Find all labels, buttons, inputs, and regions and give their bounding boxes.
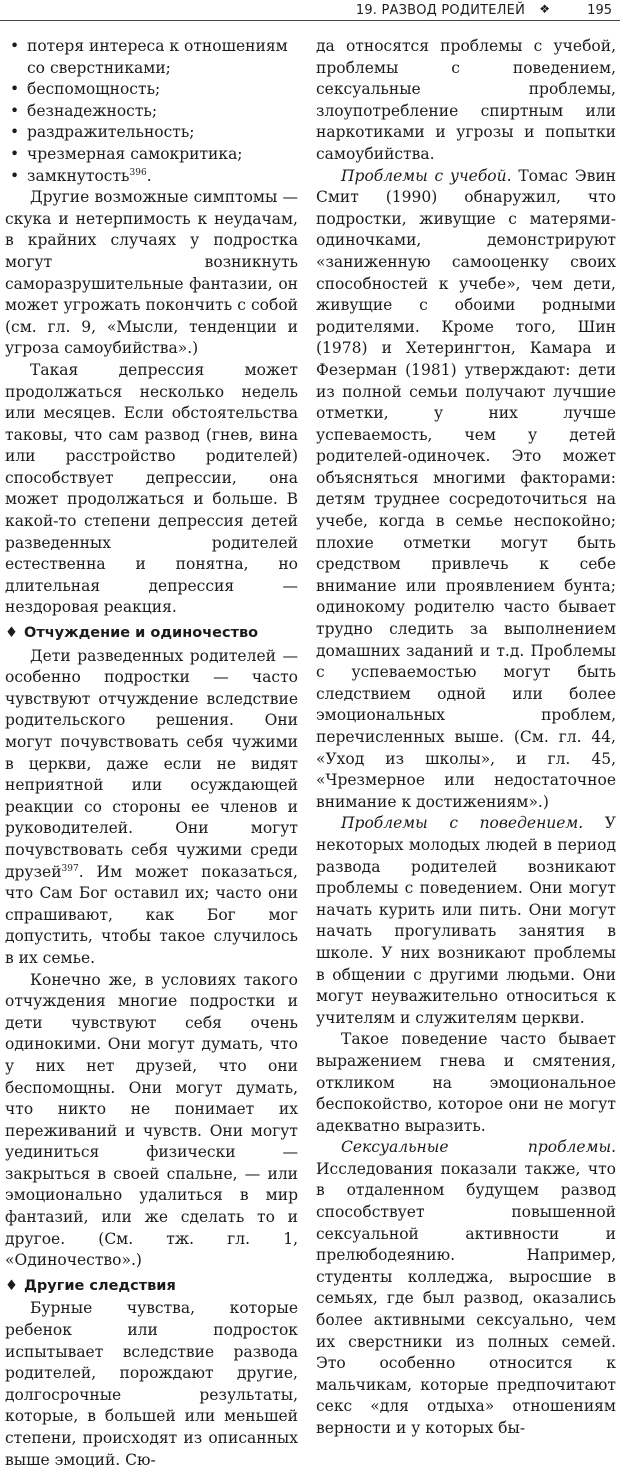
bullet-icon: •	[10, 123, 20, 142]
ornament-icon: ❖	[539, 2, 550, 16]
footnote-ref: 397	[61, 863, 79, 874]
paragraph: Другие возможные симптомы — скука и нетерпимость к неудачам, в крайних случаях у подростка могут возникнуть саморазрушительные фантазии, он может угрожать покончить с собой (см. гл. 9, «Мысли, тенденции и угроза самоубийства».)	[5, 188, 298, 358]
paragraph: Такая депрессия может продолжаться несколько недель или месяцев. Если обстоятельства таковы, что сам развод (гнев, вина или расстройство родителей) способствует депрессии, она может продолжаться и больше. В какой-то степени депрессия детей разведенных родителей естественна и понятна, но длительная депрессия — нездоровая реакция.	[5, 360, 298, 617]
run-in-heading: Проблемы с поведением.	[341, 814, 584, 833]
footnote-ref: 396	[129, 167, 147, 178]
paragraph: да относятся проблемы с учебой, проблемы с поведением, сексуальные проблемы, злоупотребление спиртным или наркотиками и угрозы и попытки самоубийства.	[316, 37, 616, 163]
header-rule	[0, 20, 620, 21]
list-item: • потеря интереса к отношениям со сверстниками;	[10, 37, 288, 77]
paragraph: Проблемы с учебой. Томас Эвин Смит (1990) обнаружил, что подростки, живущие с матерями-одиночками, демонстрируют «заниженную самооценку своих способностей к учебе», чем дети, живущие с обоими родными родителями. Кроме того, Шин (1978) и Хетерингтон, Камара и Фезерман (1981) утверждают: дети из полной семьи получают лучшие отметки, у них лучше успеваемость, чем у детей родителей-одиночек. Это может объясняться многими факторами: детям труднее сосредоточиться на учебе, когда в семье неспокойно; плохие отметки могут быть средством привлечь к себе внимание или проявлением бунта; одинокому родителю часто бывает трудно следить за выполнением домашних заданий и т.д. Проблемы с успеваемостью могут быть следствием одной или более эмоциональных проблем, перечисленных выше. (См. гл. 44, «Уход из школы», и гл. 45, «Чрезмерное или недостаточное внимание к достижениям».)	[316, 166, 617, 811]
run-in-heading: Проблемы с учебой.	[341, 166, 512, 185]
run-in-heading: Сексуальные проблемы.	[341, 1138, 616, 1157]
paragraph: Бурные чувства, которые ребенок или подросток испытывает вследствие развода родителей, порождают другие, долгосрочные результаты, которые, в большей или меньшей степени, происходят из описанных выше эмоций. Сю-	[5, 1299, 298, 1469]
diamond-icon: ♦	[5, 1277, 18, 1294]
bullet-icon: •	[10, 37, 20, 55]
left-column	[5, 36, 298, 1469]
list-item: • безнадежность;	[5, 101, 298, 123]
bullet-icon: •	[10, 80, 20, 99]
diamond-icon: ♦	[5, 625, 18, 642]
list-item: • беспомощность;	[5, 79, 298, 101]
bullet-icon: •	[10, 101, 20, 120]
paragraph: Проблемы с поведением. У некоторых молодых людей в период развода родителей возникают проблемы с поведением. Они могут начать курить или пить. Они могут начать прогуливать занятия в школе. У них возникают проблемы в общении с другими людьми. Они могут неуважительно относиться к учителям и служителям церкви.	[316, 814, 616, 1027]
bullet-icon: •	[10, 144, 20, 163]
right-column	[316, 36, 617, 1437]
section-heading: ♦ Отчуждение и одиночество	[5, 625, 259, 642]
paragraph: Сексуальные проблемы. Исследования показали также, что в отдаленном будущем развод способствует повышенной сексуальной активности и прелюбодеянию. Например, студенты колледжа, выросшие в семьях, где был развод, оказались более активными сексуально, чем их сверстники из полных семей. Это особенно относится к мальчикам, которые предпочитают секс «для отдыха» отношениям верности и у которых бы-	[316, 1138, 616, 1437]
paragraph: Конечно же, в условиях такого отчуждения многие подростки и дети чувствуют себя очень одинокими. Они могут думать, что у них нет друзей, что они беспомощны. Они могут думать, что никто не понимает их переживаний и чувств. Они могут уединиться физически — закрыться в своей спальне, — или эмоционально удалиться в мир фантазий, или же сделать то и другое. (См. тж. гл. 1, «Одиночество».)	[5, 970, 298, 1270]
list-item: • замкнутость$^{396}$.	[5, 166, 298, 188]
page-number: 195	[587, 3, 612, 18]
bullet-icon: •	[10, 166, 20, 185]
running-head-chapter: 19. РАЗВОД РОДИТЕЛЕЙ	[355, 3, 525, 18]
symptom-list	[5, 36, 298, 187]
paragraph: Такое поведение часто бывает выражением гнева и смятения, откликом на эмоциональное беспокойство, которое они не могут адекватно выразить.	[316, 1030, 616, 1135]
list-item: • раздражительность;	[5, 122, 298, 144]
page-header	[0, 0, 620, 22]
paragraph: Дети разведенных родителей — особенно подростки — часто чувствуют отчуждение вследствие родительского решения. Они могут почувствовать себя чужими в церкви, даже если не видят неприятной или осуждающей реакции со стороны ее членов и руководителей. Они могут почувствовать себя чужими среди друзей$^{397}$. Им может показаться, что Сам Бог оставил их; часто они спрашивают, как Бог мог допустить, чтобы такое случилось в их семье.	[5, 646, 298, 967]
section-heading: ♦ Другие следствия	[5, 1277, 176, 1294]
list-item: • чрезмерная самокритика;	[5, 144, 298, 166]
